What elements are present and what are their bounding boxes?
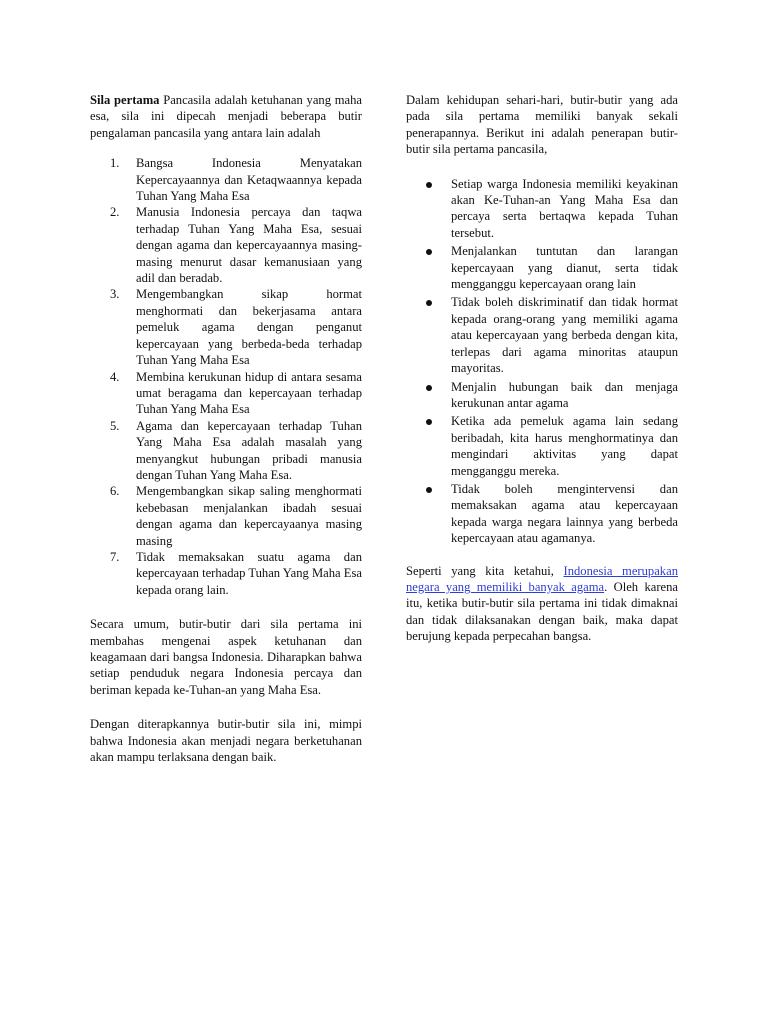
right-column: [406, 92, 678, 645]
right-intro-paragraph: Dalam kehidupan sehari-hari, butir-butir yang ada pada sila pertama memiliki banyak sekali penerapannya. Berikut ini adalah penerapan butir-butir sila pertama pancasila,: [406, 93, 678, 157]
bullet-list: [406, 176, 678, 547]
numbered-list: [90, 155, 362, 598]
numbered-item: [90, 549, 362, 598]
bullet-dot-icon: [426, 419, 432, 425]
left-paragraph-2: Secara umum, butir-butir dari sila pertama ini membahas mengenai aspek ketuhanan dan keagamaan dari bangsa Indonesia. Diharapkan bahwa setiap penduduk negara Indonesia percaya dan beriman kepada ke-Tuhan-an yang Maha Esa.: [90, 617, 362, 697]
item-text: Membina kerukunan hidup di antara sesama umat beragama dan kepercayaan terhadap Tuhan Yang Maha Esa: [136, 369, 362, 417]
item-number: 6.: [110, 484, 120, 499]
intro-text: Pancasila adalah ketuhanan yang maha esa, sila ini dipecah menjadi beberapa butir pengalaman pancasila yang antara lain adalah: [90, 93, 362, 140]
numbered-item: [90, 483, 362, 549]
left-paragraph-3: Dengan diterapkannya butir-butir sila ini, mimpi bahwa Indonesia akan menjadi negara berketuhanan akan mampu terlaksana dengan baik.: [90, 717, 362, 765]
intro-bold-lead: Sila pertama: [90, 93, 160, 107]
bullet-text: Ketika ada pemeluk agama lain sedang beribadah, kita harus menghormatinya dan mengindari aktivitas yang dapat mengganggu mereka.: [451, 414, 678, 478]
closing-after-link: . Oleh karena itu, ketika butir-butir sila pertama ini tidak dimaknai dan tidak dilaksanakan dengan baik, maka dapat berujung kepada perpecahan bangsa.: [406, 579, 678, 644]
item-number: 1.: [110, 156, 120, 171]
item-number: 7.: [110, 549, 120, 564]
right-closing-paragraph: [406, 563, 678, 645]
bullet-dot-icon: [426, 182, 432, 188]
bullet-text: Menjalankan tuntutan dan larangan kepercayaan yang dianut, serta tidak mengganggu kepercayaan orang lain: [451, 244, 678, 292]
bullet-dot-icon: [426, 300, 432, 306]
numbered-item: [90, 286, 362, 368]
item-number: 5.: [110, 418, 120, 433]
bullet-dot-icon: [426, 385, 432, 391]
bullet-text: Menjalin hubungan baik dan menjaga kerukunan antar agama: [451, 379, 678, 410]
numbered-item: [90, 369, 362, 418]
left-intro-paragraph: [90, 92, 362, 141]
bullet-item: [406, 176, 678, 242]
item-text: Mengembangkan sikap saling menghormati kebebasan menjalankan ibadah sesuai dengan agama dan kepercayaanya masing masing: [136, 484, 362, 548]
item-text: Bangsa Indonesia Menyatakan Kepercayaannya dan Ketaqwaannya kepada Tuhan Yang Maha Esa: [136, 156, 362, 204]
numbered-item: [90, 204, 362, 286]
item-text: Manusia Indonesia percaya dan taqwa terhadap Tuhan Yang Maha Esa, sesuai dengan agama dan kepercayaannya masing-masing menurut dasar kemanusiaan yang adil dan beradab.: [136, 205, 362, 286]
numbered-item: [90, 418, 362, 484]
bullet-dot-icon: [426, 487, 432, 493]
item-number: 3.: [110, 287, 120, 302]
left-column: [90, 92, 362, 765]
bullet-item: [406, 294, 678, 376]
bullet-dot-icon: [426, 249, 432, 255]
closing-before-link: Seperti yang kita ketahui,: [406, 563, 564, 578]
bullet-text: Tidak boleh mengintervensi dan memaksakan agama atau kepercayaan kepada warga negara lainnya yang berbeda kepercayaan atau agamanya.: [451, 481, 678, 546]
item-text: Tidak memaksakan suatu agama dan kepercayaan terhadap Tuhan Yang Maha Esa kepada orang lain.: [136, 549, 362, 597]
item-number: 2.: [110, 205, 120, 220]
bullet-item: [406, 413, 678, 479]
bullet-text: Tidak boleh diskriminatif dan tidak hormat kepada orang-orang yang memiliki agama atau kepercayaan yang berbeda dengan kita, terlepas dari agama minoritas ataupun mayoritas.: [451, 295, 678, 376]
bullet-text: Setiap warga Indonesia memiliki keyakinan akan Ke-Tuhan-an Yang Maha Esa dan percaya serta bertaqwa kepada Tuhan tersebut.: [451, 176, 678, 240]
bullet-item: [406, 243, 678, 292]
numbered-item: [90, 155, 362, 204]
bullet-item: [406, 481, 678, 547]
bullet-item: [406, 379, 678, 412]
item-number: 4.: [110, 369, 120, 384]
indonesia-agama-link[interactable]: Indonesia merupakan negara yang memiliki banyak agama: [406, 563, 678, 594]
item-text: Agama dan kepercayaan terhadap Tuhan Yang Maha Esa adalah masalah yang menyangkut hubungan pribadi manusia dengan Tuhan Yang Maha Esa.: [136, 418, 362, 482]
item-text: Mengembangkan sikap hormat menghormati dan bekerjasama antara pemeluk agama dengan penganut kepercayaan yang berbeda-beda terhadap Tuhan Yang Maha Esa: [136, 287, 362, 368]
